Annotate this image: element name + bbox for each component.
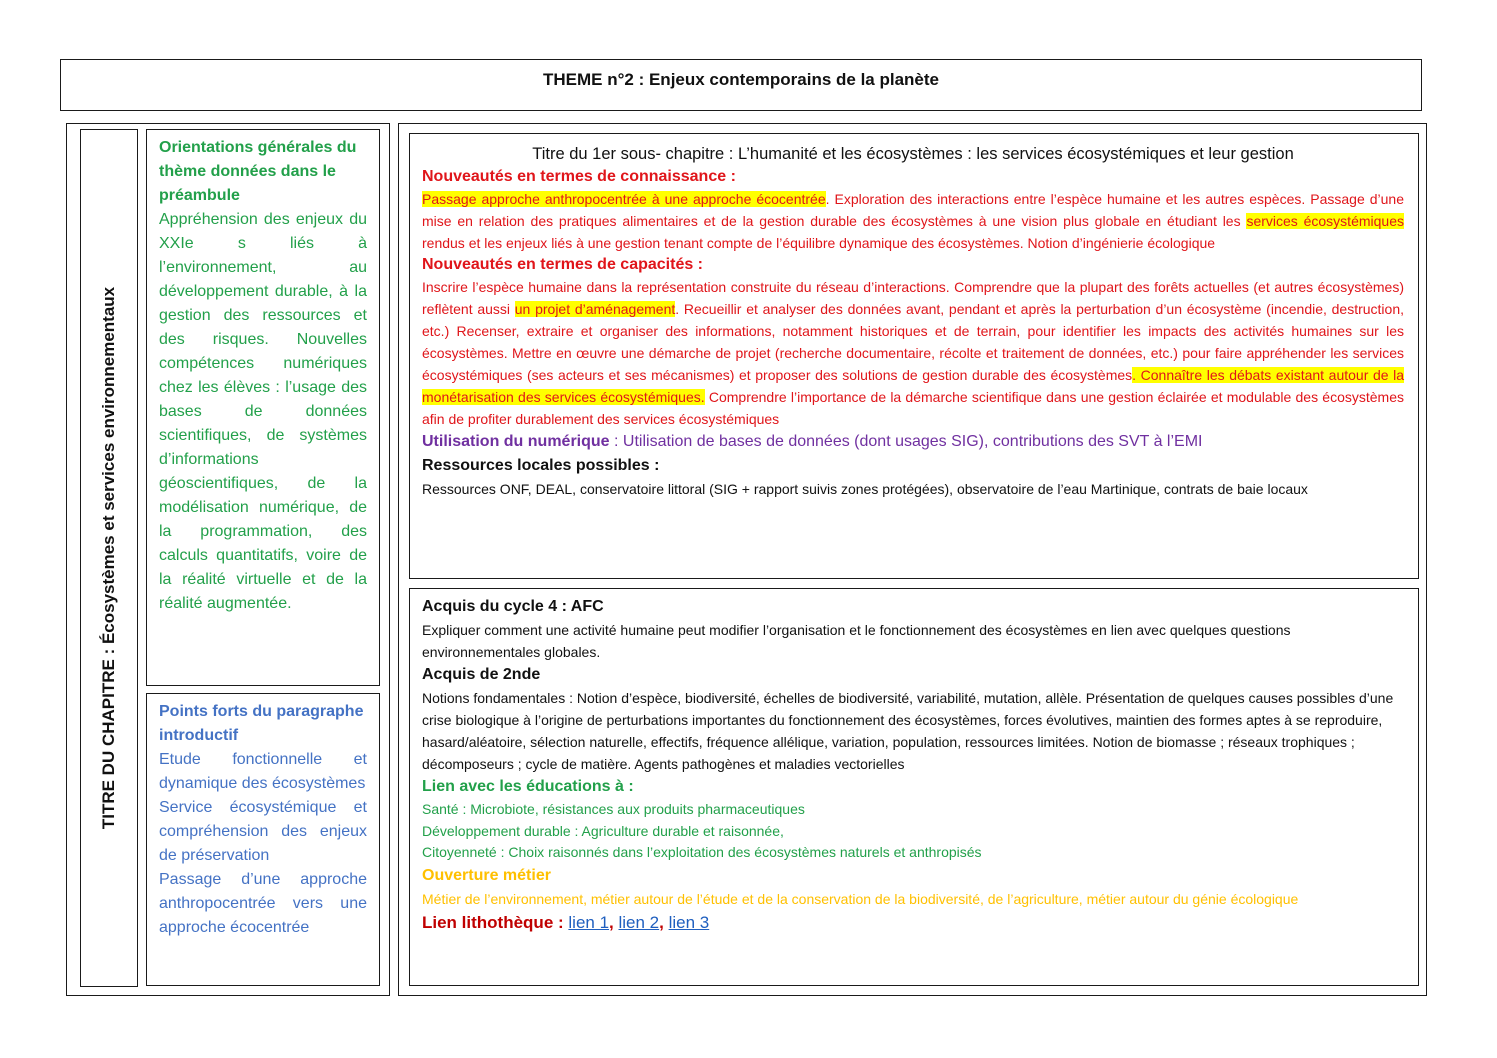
numerique-text: : Utilisation de bases de données (dont usages SIG), contributions des SVT à l’EMI: [609, 433, 1203, 450]
metier-heading: Ouverture métier: [422, 866, 551, 884]
lithotheque-link-1[interactable]: lien 1: [568, 912, 610, 932]
highlight: Passage approche anthropocentrée à une approche écocentrée: [422, 191, 826, 207]
lithotheque-link-2[interactable]: lien 2: [618, 912, 660, 932]
numerique-line: [422, 430, 1404, 454]
connaissance-text: [422, 188, 1404, 254]
chapter-title: TITRE DU CHAPITRE : Écosystèmes et services environnementaux: [99, 286, 118, 830]
text-run: . Recueillir et analyser des données avant, pendant et après la perturbation d’un écosystème (incendie, destruction, etc.) Recenser, extraire et organiser des informations, notamment historiques et de terrain, pour identifier les impacts des activités humaines sur les écosystèmes. Mettre en œuvre une démarche de projet (recherche documentaire, récolte et traitement de données, etc.) pour faire appréhender les services écosystémiques (ses acteurs et ses mécanismes) et proposer des solutions de gestion durable des écosystèmes: [422, 301, 1404, 383]
capacites-heading: Nouveautés en termes de capacités :: [422, 256, 704, 273]
theme-title: THEME n°2 : Enjeux contemporains de la planète: [543, 70, 939, 89]
lithotheque-label: Lien lithothèque :: [422, 912, 569, 932]
education-item: Santé : Microbiote, résistances aux produits pharmaceutiques: [422, 801, 805, 817]
ressources-text: Ressources ONF, DEAL, conservatoire littoral (SIG + rapport suivis zones protégées), observatoire de l’eau Martinique, contrats de baie locaux: [422, 481, 1308, 497]
lithotheque-link-3[interactable]: lien 3: [668, 912, 710, 932]
sous-chapitre-box: [409, 133, 1419, 579]
points-forts-item: Service écosystémique et compréhension des enjeux de préservation: [159, 799, 367, 864]
education-item: Développement durable : Agriculture durable et raisonnée,: [422, 822, 784, 839]
text-run: Comprendre l’importance de la démarche scientifique dans une gestion éclairée et modulable des écosystèmes afin de profiter durablement des services écosystémiques: [422, 389, 1404, 427]
seconde-text: Notions fondamentales : Notion d’espèce, biodiversité, échelles de biodiversité, variabilité, mutation, allèle. Présentation de quelques causes possibles d’une crise biologique à l’origine de perturbations importantes du fonctionnement des écosystèmes, forces évolutives, maintien des formes aptes à se reproduire, hasard/aléatoire, sélection naturelle, effectifs, fréquence allélique, variation, population, ressources limitées. Notion de biomasse ; réseaux trophiques ; décomposeurs ; cycle de matière. Agents pathogènes et maladies vectorielles: [422, 690, 1394, 772]
seconde-heading: Acquis de 2nde: [422, 666, 541, 683]
separator: ,: [609, 912, 619, 932]
highlight: un projet d’aménagement: [514, 301, 676, 317]
education-item: Citoyenneté : Choix raisonnés dans l’exploitation des écosystèmes naturels et anthropisés: [422, 844, 982, 860]
capacites-text: [422, 276, 1404, 430]
metier-text: Métier de l’environnement, métier autour de l’étude et de la conservation de la biodiversité, de l’agriculture, métier autour du génie écologique: [422, 890, 1299, 907]
highlight: services écosystémiques: [1246, 213, 1404, 229]
numerique-label: Utilisation du numérique: [422, 433, 610, 450]
orientations-box: [146, 129, 380, 686]
points-forts-item: Passage d’une approche anthropocentrée vers une approche écocentrée: [159, 871, 367, 936]
highlight: . Connaître les débats existant autour de la monétarisation des services écosystémiques.: [422, 367, 1405, 405]
sous-chapitre-title: Titre du 1er sous- chapitre : L’humanité et les écosystèmes : les services écosystémiques et leur gestion: [532, 145, 1294, 163]
lithotheque-line: [422, 910, 1404, 936]
text-run: . Exploration des interactions entre l’espèce humaine et les autres espèces. Passage d’une mise en relation des pratiques alimentaires et de la gestion durable des écosystèmes à une vision plus globale en étudiant les: [422, 191, 1404, 229]
cycle4-text: Expliquer comment une activité humaine peut modifier l’organisation et le fonctionnement des écosystèmes en lien avec quelques questions environnementales globales.: [422, 622, 1291, 660]
cycle4-heading: Acquis du cycle 4 : AFC: [422, 598, 604, 615]
educations-heading: Lien avec les éducations à :: [422, 778, 634, 795]
text-run: rendus et les enjeux liés à une gestion tenant compte de l’équilibre dynamique des écosystèmes. Notion d’ingénierie écologique: [422, 235, 1216, 251]
chapter-title-box: [80, 129, 138, 987]
ressources-heading: Ressources locales possibles :: [422, 457, 660, 474]
text-run: Inscrire l’espèce humaine dans la représentation construite du réseau d’interactions. Comprendre que la plupart des forêts actuelles (et autres écosystèmes) reflètent aussi: [422, 279, 1404, 317]
points-forts-item: Etude fonctionnelle et dynamique des écosystèmes: [159, 751, 367, 792]
theme-header: [60, 59, 1422, 111]
points-forts-box: [146, 693, 380, 986]
orientations-heading: Orientations générales du thème données dans le préambule: [159, 139, 357, 204]
points-forts-heading: Points forts du paragraphe introductif: [159, 703, 364, 744]
acquis-box: [409, 588, 1419, 986]
orientations-body: Appréhension des enjeux du XXIe s liés à l’environnement, au développement durable, à la gestion des ressources et des risques. Nouvelles compétences numériques chez les élèves : l’usage des bases de données scientifiques, de systèmes d’informations géoscientifiques, de la modélisation numérique, de la programmation, des calculs quantitatifs, voire de la réalité virtuelle et de la réalité augmentée.: [159, 211, 367, 612]
connaissance-heading: Nouveautés en termes de connaissance :: [422, 168, 736, 185]
separator: ,: [659, 912, 669, 932]
